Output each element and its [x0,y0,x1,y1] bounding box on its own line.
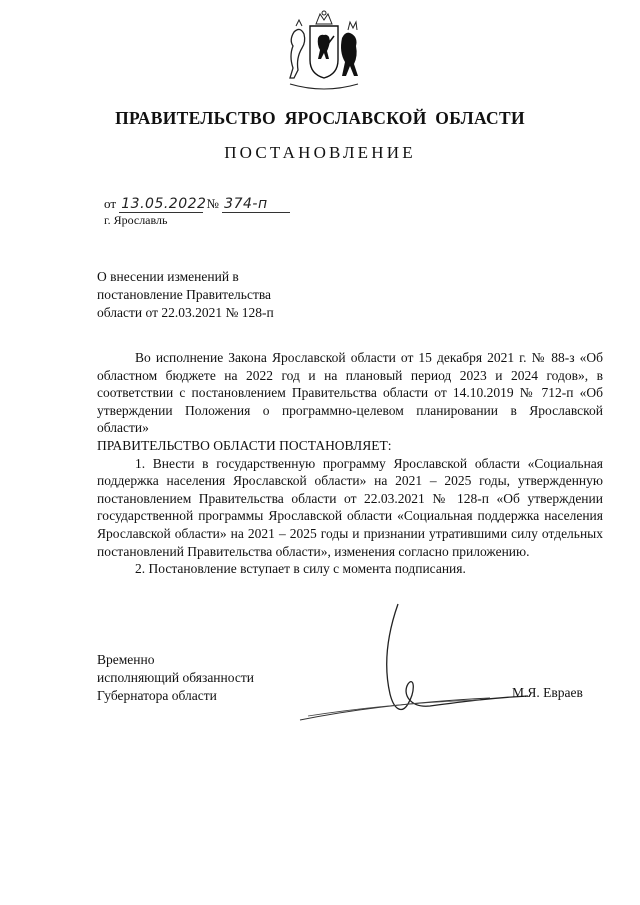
document-body [97,349,603,578]
resolution-heading: ПРАВИТЕЛЬСТВО ОБЛАСТИ ПОСТАНОВЛЯЕТ: [97,437,392,453]
coat-of-arms-icon [276,8,372,94]
signatory-name: М.Я. Евраев [512,685,583,700]
document-type-title: ПОСТАНОВЛЕНИЕ [224,143,416,162]
subject-line: постановление Правительства [97,287,272,302]
position-line: Губернатора области [97,688,217,703]
handwritten-number: 374-п [222,196,290,213]
document-subject [97,268,274,322]
city-label: г. Ярославль [104,213,168,227]
subject-line: О внесении изменений в [97,269,239,284]
government-title: ПРАВИТЕЛЬСТВО ЯРОСЛАВСКОЙ ОБЛАСТИ [115,108,525,128]
position-line: исполняющий обязанности [97,670,254,685]
subject-line: области от 22.03.2021 № 128-п [97,305,274,320]
position-line: Временно [97,652,155,667]
handwritten-date: 13.05.2022 [121,196,207,212]
signatory-position [97,651,254,705]
preamble-paragraph: Во исполнение Закона Ярославской области от 15 декабря 2021 г. № 88-з «Об областном бюджете на 2022 год и на плановый период 2023 и 2024 годов», в соответствии с постановлением Правительства области от 14.10.2019 № 712-п «Об утверждении Положения о программно-целевом планировании в Ярославской области» [97,350,603,436]
handwritten-signature [290,598,540,728]
number-prefix: № [206,196,219,211]
resolution-item-2: 2. Постановление вступает в силу с момента подписания. [135,561,466,577]
date-prefix: от [104,196,117,211]
date-number-line [104,196,290,213]
resolution-item-1: 1. Внести в государственную программу Ярославской области «Социальная поддержка населения Ярославской области» на 2021 – 2025 годы, утвержденную постановлением Правительства области от 22.03.2021 № 128-п «Об утверждении государственной программы Ярославской области «Социальная поддержка населения Ярославской области» на 2021 – 2025 годы и признании утратившими силу отдельных постановлений Правительства области», изменения согласно приложению. [97,455,603,559]
